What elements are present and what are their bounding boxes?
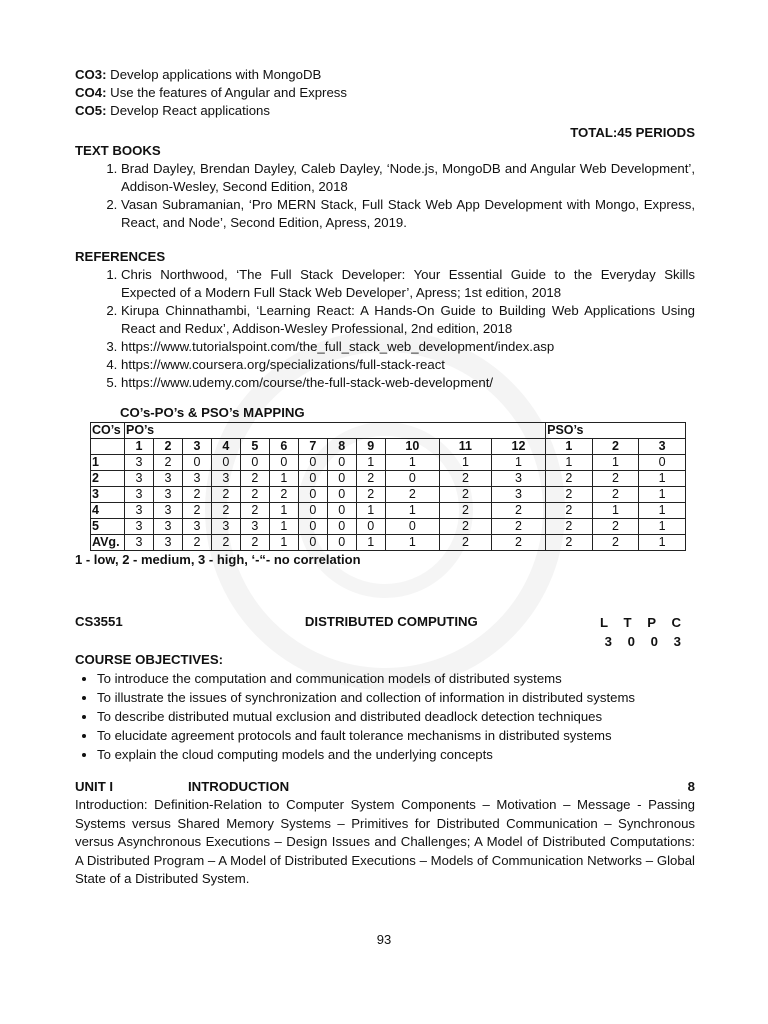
mapping-cell: 0	[211, 455, 240, 471]
group-header-psos: PSO’s	[546, 423, 686, 439]
column-header: 1	[546, 439, 593, 455]
mapping-cell: 3	[211, 519, 240, 535]
mapping-cell: 1	[546, 455, 593, 471]
mapping-cell: 1	[592, 455, 639, 471]
unit-hours: 8	[687, 779, 695, 794]
mapping-cell: 2	[356, 471, 385, 487]
column-header-blank	[91, 439, 125, 455]
reference-item: 1. Chris Northwood, ‘The Full Stack Developer: Your Essential Guide to the Everyday Skills Expected of a Modern Full Stack Web Developer’, Apress; 1st edition, 2018	[121, 266, 695, 302]
mapping-cell: 2	[592, 519, 639, 535]
mapping-cell: 2	[440, 535, 492, 551]
mapping-cell: 1	[639, 519, 686, 535]
objective-item: • To describe distributed mutual exclusion and distributed deadlock detection techniques	[97, 707, 695, 726]
mapping-cell: 0	[298, 519, 327, 535]
mapping-cell: 3	[125, 503, 154, 519]
row-label: AVg.	[91, 535, 125, 551]
textbooks-heading: TEXT BOOKS	[75, 143, 161, 158]
mapping-cell: 3	[491, 487, 545, 503]
mapping-cell: 2	[546, 487, 593, 503]
mapping-cell: 2	[211, 503, 240, 519]
mapping-cell: 1	[592, 503, 639, 519]
column-header: 5	[240, 439, 269, 455]
course-header	[75, 613, 695, 632]
mapping-cell: 2	[592, 471, 639, 487]
mapping-cell: 1	[356, 535, 385, 551]
reference-item: 4. https://www.coursera.org/specializations/full-stack-react	[121, 356, 695, 374]
mapping-cell: 0	[298, 487, 327, 503]
mapping-cell: 0	[298, 471, 327, 487]
column-header: 3	[182, 439, 211, 455]
mapping-cell: 0	[240, 455, 269, 471]
mapping-cell: 2	[211, 487, 240, 503]
group-header-cos: CO’s	[91, 423, 125, 439]
mapping-cell: 3	[125, 455, 154, 471]
reference-item: 5. https://www.udemy.com/course/the-full-stack-web-development/	[121, 374, 695, 392]
column-header: 11	[440, 439, 492, 455]
mapping-cell: 2	[182, 535, 211, 551]
mapping-row	[91, 535, 686, 551]
unit-number: UNIT I	[75, 779, 114, 794]
mapping-cell: 1	[491, 455, 545, 471]
objective-item: • To introduce the computation and communication models of distributed systems	[97, 669, 695, 688]
mapping-cell: 2	[440, 471, 492, 487]
unit-header	[75, 778, 695, 796]
mapping-cell: 0	[327, 471, 356, 487]
page-number: 93	[376, 932, 392, 947]
mapping-cell: 3	[491, 471, 545, 487]
mapping-cell: 1	[356, 503, 385, 519]
mapping-table	[90, 422, 686, 551]
mapping-cell: 1	[269, 503, 298, 519]
mapping-row	[91, 455, 686, 471]
references-heading: REFERENCES	[75, 249, 166, 264]
objective-item: • To explain the cloud computing models and the underlying concepts	[97, 745, 695, 764]
mapping-cell: 3	[125, 535, 154, 551]
mapping-cell: 0	[327, 503, 356, 519]
column-header-row	[91, 439, 686, 455]
mapping-cell: 1	[385, 455, 439, 471]
ltpc-label: L T P C	[600, 615, 687, 630]
outcome-co5	[75, 102, 695, 120]
mapping-cell: 2	[240, 503, 269, 519]
mapping-cell: 0	[327, 455, 356, 471]
ltpc-values: 3 0 0 3	[604, 634, 687, 649]
mapping-cell: 2	[546, 535, 593, 551]
mapping-cell: 2	[182, 503, 211, 519]
row-label: 1	[91, 455, 125, 471]
outcome-code: CO5:	[75, 103, 107, 118]
outcome-code: CO3:	[75, 67, 107, 82]
mapping-cell: 2	[546, 503, 593, 519]
outcome-code: CO4:	[75, 85, 107, 100]
mapping-cell: 1	[639, 487, 686, 503]
textbooks-list	[75, 160, 695, 232]
mapping-cell: 2	[491, 519, 545, 535]
column-header: 1	[125, 439, 154, 455]
mapping-cell: 2	[385, 487, 439, 503]
mapping-cell: 2	[240, 535, 269, 551]
outcome-co3	[75, 66, 695, 84]
column-header: 6	[269, 439, 298, 455]
mapping-cell: 3	[153, 471, 182, 487]
mapping-cell: 0	[639, 455, 686, 471]
row-label: 2	[91, 471, 125, 487]
textbook-item: 2. Vasan Subramanian, ‘Pro MERN Stack, Full Stack Web App Development with Mongo, Express, React, and Node’, Second Edition, Apress, 2019.	[121, 196, 695, 232]
mapping-cell: 1	[639, 503, 686, 519]
unit-title: INTRODUCTION	[188, 779, 290, 794]
objectives-list	[75, 669, 695, 764]
mapping-cell: 1	[639, 471, 686, 487]
column-header: 7	[298, 439, 327, 455]
mapping-title: CO’s-PO’s & PSO’s MAPPING	[120, 405, 305, 420]
mapping-cell: 2	[491, 503, 545, 519]
mapping-cell: 0	[327, 487, 356, 503]
outcome-text: Use the features of Angular and Express	[106, 85, 347, 100]
references-list	[75, 266, 695, 392]
mapping-cell: 1	[639, 535, 686, 551]
reference-item: 3. https://www.tutorialspoint.com/the_full_stack_web_development/index.asp	[121, 338, 695, 356]
column-header: 2	[592, 439, 639, 455]
mapping-cell: 2	[211, 535, 240, 551]
mapping-cell: 2	[440, 487, 492, 503]
objective-item: • To elucidate agreement protocols and fault tolerance mechanisms in distributed systems	[97, 726, 695, 745]
mapping-cell: 2	[182, 487, 211, 503]
objective-item: • To illustrate the issues of synchronization and collection of information in distributed systems	[97, 688, 695, 707]
outcome-co4	[75, 84, 695, 102]
mapping-cell: 2	[440, 503, 492, 519]
column-header: 4	[211, 439, 240, 455]
mapping-cell: 3	[182, 519, 211, 535]
mapping-cell: 2	[491, 535, 545, 551]
mapping-cell: 1	[269, 471, 298, 487]
mapping-cell: 2	[269, 487, 298, 503]
mapping-cell: 2	[440, 519, 492, 535]
column-header: 12	[491, 439, 545, 455]
mapping-cell: 1	[356, 455, 385, 471]
mapping-cell: 3	[125, 519, 154, 535]
row-label: 4	[91, 503, 125, 519]
mapping-cell: 2	[240, 487, 269, 503]
mapping-cell: 2	[356, 487, 385, 503]
mapping-cell: 2	[153, 455, 182, 471]
mapping-cell: 3	[125, 471, 154, 487]
mapping-cell: 0	[385, 471, 439, 487]
mapping-row	[91, 519, 686, 535]
mapping-cell: 0	[298, 535, 327, 551]
row-label: 3	[91, 487, 125, 503]
column-header: 3	[639, 439, 686, 455]
correlation-legend: 1 - low, 2 - medium, 3 - high, ‘-“- no correlation	[75, 552, 361, 567]
mapping-row	[91, 503, 686, 519]
mapping-cell: 0	[385, 519, 439, 535]
mapping-cell: 3	[182, 471, 211, 487]
mapping-row	[91, 471, 686, 487]
textbook-item: 1. Brad Dayley, Brendan Dayley, Caleb Dayley, ‘Node.js, MongoDB and Angular Web Development’, Addison-Wesley, Second Edition, 2018	[121, 160, 695, 196]
mapping-cell: 3	[211, 471, 240, 487]
mapping-row	[91, 487, 686, 503]
mapping-cell: 3	[125, 487, 154, 503]
course-code: CS3551	[75, 614, 123, 629]
mapping-cell: 0	[327, 535, 356, 551]
objectives-heading: COURSE OBJECTIVES:	[75, 652, 224, 667]
mapping-cell: 2	[240, 471, 269, 487]
column-header: 9	[356, 439, 385, 455]
mapping-cell: 3	[153, 487, 182, 503]
mapping-cell: 1	[440, 455, 492, 471]
reference-item: 2. Kirupa Chinnathambi, ‘Learning React: A Hands-On Guide to Building Web Applications Using React and Redux’, Addison-Wesley Professional, 2nd edition, 2018	[121, 302, 695, 338]
mapping-cell: 2	[592, 487, 639, 503]
column-header: 8	[327, 439, 356, 455]
course-title: DISTRIBUTED COMPUTING	[304, 614, 478, 629]
mapping-cell: 0	[298, 503, 327, 519]
page-content	[75, 66, 695, 889]
total-periods: TOTAL:45 PERIODS	[570, 125, 695, 140]
mapping-cell: 1	[385, 535, 439, 551]
column-header: 10	[385, 439, 439, 455]
mapping-table-body	[91, 455, 686, 551]
mapping-cell: 1	[269, 519, 298, 535]
mapping-cell: 3	[240, 519, 269, 535]
mapping-cell: 0	[327, 519, 356, 535]
mapping-cell: 0	[298, 455, 327, 471]
mapping-cell: 0	[182, 455, 211, 471]
mapping-cell: 2	[592, 535, 639, 551]
mapping-cell: 3	[153, 519, 182, 535]
outcome-text: Develop React applications	[106, 103, 270, 118]
mapping-cell: 0	[356, 519, 385, 535]
mapping-cell: 0	[269, 455, 298, 471]
column-header: 2	[153, 439, 182, 455]
mapping-cell: 2	[546, 519, 593, 535]
outcome-text: Develop applications with MongoDB	[106, 67, 322, 82]
group-header-pos: PO’s	[125, 423, 546, 439]
mapping-cell: 3	[153, 503, 182, 519]
mapping-cell: 1	[269, 535, 298, 551]
mapping-cell: 2	[546, 471, 593, 487]
mapping-cell: 3	[153, 535, 182, 551]
unit-body: Introduction: Definition-Relation to Computer System Components – Motivation – Message - Passing Systems versus Shared Memory Systems – Primitives for Distributed Communication – Synchronous versus Asynchronous Executions – Design Issues and Challenges; A Model of Distributed Computations: A Distributed Program – A Model of Distributed Executions – Models of Communication Networks – Global State of a Distributed System.	[75, 797, 695, 886]
row-label: 5	[91, 519, 125, 535]
mapping-cell: 1	[385, 503, 439, 519]
